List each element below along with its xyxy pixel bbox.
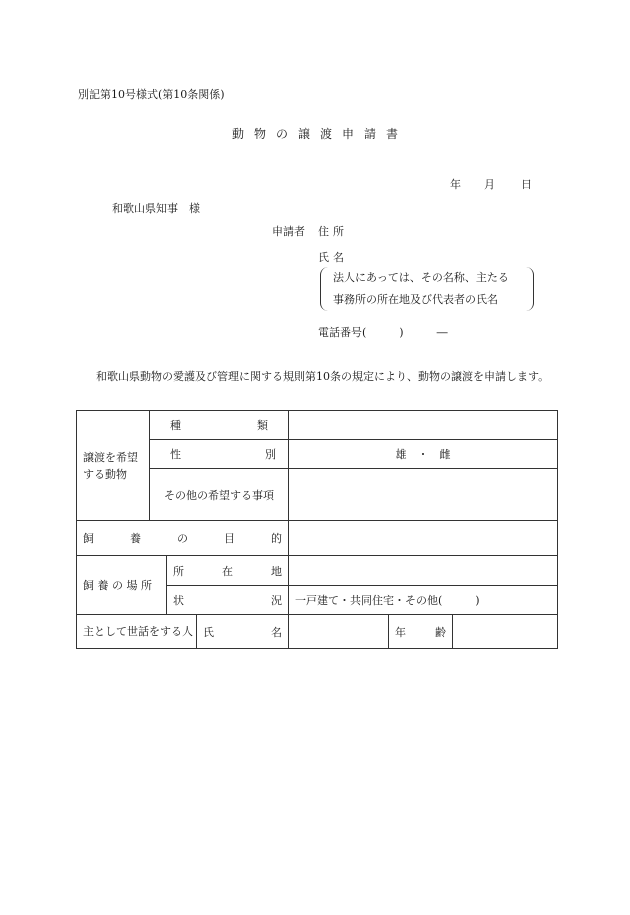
date-month-label: 月: [484, 178, 495, 191]
location-field[interactable]: [289, 556, 558, 586]
corporation-note-line2: 事務所の所在地及び代表者の氏名: [333, 293, 498, 306]
corporation-note: [320, 267, 534, 311]
other-requests-label: その他の希望する事項: [150, 469, 289, 521]
date-day-label: 日: [521, 178, 532, 191]
location-label: 所 在 地: [167, 556, 289, 586]
age-label: 年 齢: [389, 615, 453, 649]
other-requests-field[interactable]: [289, 469, 558, 521]
purpose-field[interactable]: [289, 521, 558, 556]
kind-label: 種 類: [150, 411, 289, 440]
address-label: 住所: [318, 225, 348, 238]
name-label: 氏名: [318, 251, 348, 264]
kind-field[interactable]: [289, 411, 558, 440]
phone-label: 電話番号( ) ―: [318, 326, 448, 339]
date-year-label: 年: [450, 178, 461, 191]
application-table: [76, 410, 558, 649]
sex-label: 性 別: [150, 440, 289, 469]
condition-field[interactable]: 一戸建て・共同住宅・その他( ): [289, 586, 558, 615]
addressee: 和歌山県知事 様: [112, 202, 200, 215]
caretaker-name-field[interactable]: [289, 615, 389, 649]
age-field[interactable]: [453, 615, 558, 649]
page-title: 動物の譲渡申請書: [231, 127, 408, 141]
animal-group-label: 譲渡を希望する動物: [77, 411, 150, 521]
caretaker-name-label: 氏 名: [197, 615, 289, 649]
intro-text: 和歌山県動物の愛護及び管理に関する規則第10条の規定により、動物の譲渡を申請します。: [96, 370, 550, 383]
corporation-note-line1: 法人にあっては、その名称、主たる: [333, 271, 509, 284]
applicant-label: 申請者: [272, 225, 305, 238]
condition-label: 状 況: [167, 586, 289, 615]
caretaker-label: 主として世話をする人: [77, 615, 197, 649]
sex-field[interactable]: 雄 ・ 雌: [289, 440, 558, 469]
form-reference: 別記第10号様式(第10条関係): [78, 88, 225, 101]
purpose-label: 飼 養 の 目 的: [77, 521, 289, 556]
place-group-label: 飼 養 の 場 所: [77, 556, 167, 615]
